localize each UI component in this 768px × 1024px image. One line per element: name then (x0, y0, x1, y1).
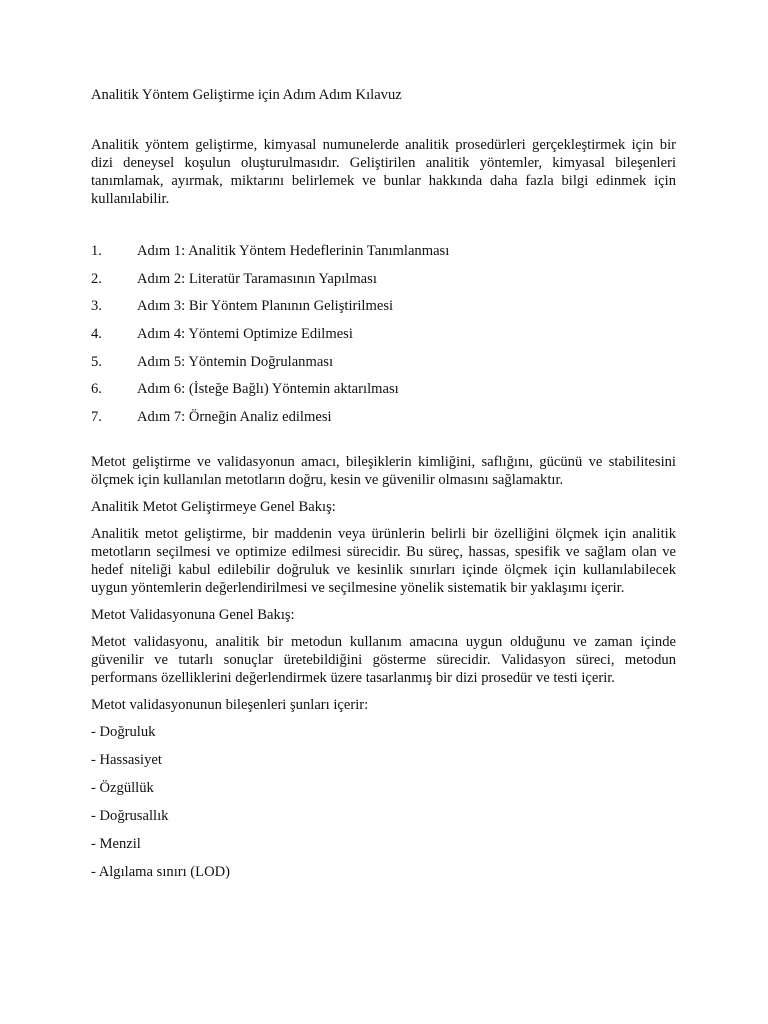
step-text: Adım 5: Yöntemin Doğrulanması (137, 353, 334, 370)
components-heading: Metot validasyonunun bileşenleri şunları içerir: (91, 697, 369, 714)
step-number: 4. (91, 326, 102, 343)
step-number: 3. (91, 298, 102, 315)
step-number: 1. (91, 243, 102, 259)
list-item (91, 353, 676, 371)
step-number: 5. (91, 353, 102, 370)
step-text: Adım 3: Bir Yöntem Planının Geliştirilmesi (137, 298, 394, 315)
list-item (91, 242, 676, 260)
document-title: Analitik Yöntem Geliştirme için Adım Adım Kılavuz (91, 87, 402, 103)
list-item (91, 297, 676, 315)
steps-list (91, 242, 676, 426)
step-text: Adım 6: (İsteğe Bağlı) Yöntemin aktarılması (137, 381, 399, 398)
overview-dev-paragraph: Analitik metot geliştirme, bir maddenin veya ürünlerin belirli bir özelliğini ölçmek için analitik metotların seçilmesi ve optimize edilmesi sürecidir. Bu süreç, hassas, spesifik ve sağlam olan ve hedef niteliği kabul edilebilir doğruluk ve kesinlik sınırları içinde ölçmek için kullanılabilecek uygun yöntemlerin değerlendirilmesi ve seçilmesine yönelik sistematik bir yaklaşımı içerir. (91, 526, 676, 597)
step-number: 2. (91, 270, 102, 287)
step-text: Adım 7: Örneğin Analiz edilmesi (137, 409, 332, 426)
list-item (91, 380, 676, 398)
list-item: - Özgüllük (91, 780, 154, 797)
step-text: Adım 2: Literatür Taramasının Yapılması (137, 270, 377, 287)
overview-val-paragraph: Metot validasyonu, analitik bir metodun kullanım amacına uygun olduğunu ve zaman içinde güvenilir ve tutarlı sonuçlar üretebildiğini gösterme sürecidir. Validasyon süreci, metodun performans özelliklerini değerlendirmek üzere tasarlanmış bir dizi prosedür ve testi içerir. (91, 634, 676, 687)
list-item: - Doğrusallık (91, 808, 169, 825)
step-number: 6. (91, 381, 102, 398)
step-text: Adım 4: Yöntemi Optimize Edilmesi (137, 326, 353, 343)
document-page (91, 86, 676, 891)
overview-val-heading: Metot Validasyonuna Genel Bakış: (91, 607, 295, 624)
purpose-paragraph: Metot geliştirme ve validasyonun amacı, bileşiklerin kimliğini, saflığını, gücünü ve stabilitesini ölçmek için kullanılan metotların doğru, kesin ve güvenilir olmasını sağlamaktır. (91, 454, 676, 489)
list-item: - Algılama sınırı (LOD) (91, 864, 231, 881)
list-item: - Doğruluk (91, 724, 156, 741)
list-item (91, 325, 676, 343)
list-item (91, 270, 676, 288)
overview-dev-heading: Analitik Metot Geliştirmeye Genel Bakış: (91, 499, 336, 516)
list-item (91, 408, 676, 426)
step-number: 7. (91, 409, 102, 426)
intro-paragraph: Analitik yöntem geliştirme, kimyasal numunelerde analitik prosedürleri gerçekleştirmek için bir dizi deneysel koşulun oluşturulmasıdır. Geliştirilen analitik yöntemler, kimyasal bileşenleri tanımlamak, ayırmak, miktarını belirlemek ve bunlar hakkında daha fazla bilgi edinmek için kullanılabilir. (91, 137, 676, 207)
step-text: Adım 1: Analitik Yöntem Hedeflerinin Tanımlanması (137, 243, 450, 259)
components-list (91, 723, 676, 881)
list-item: - Hassasiyet (91, 752, 162, 769)
list-item: - Menzil (91, 836, 141, 853)
